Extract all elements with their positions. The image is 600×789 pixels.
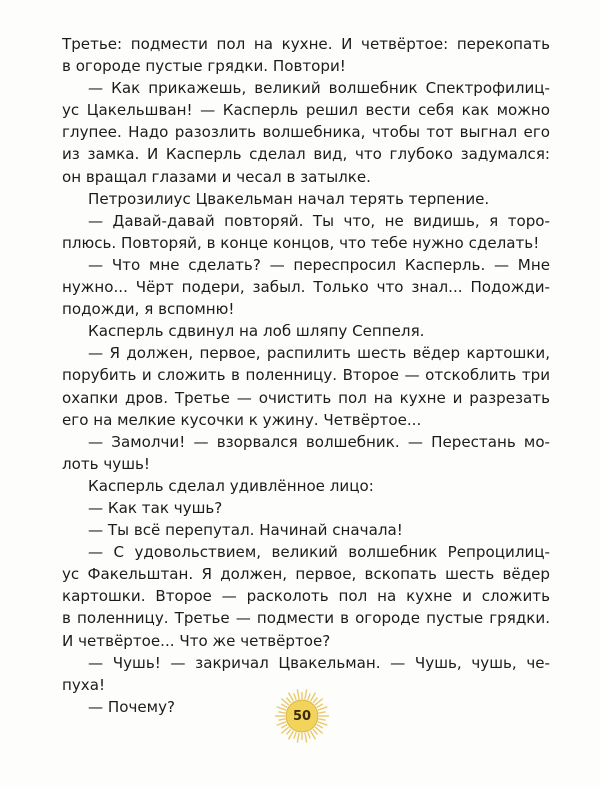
text-line: порубить и сложить в поленницу. Второе — отскоблить три xyxy=(62,366,550,385)
text-line: — Что мне сделать? — переспросил Касперль. — Мне xyxy=(88,255,550,274)
text-line: подожди, я вспомню! xyxy=(62,300,235,319)
text-line: — Давай-давай повторяй. Ты что, не видишь, я торо- xyxy=(88,211,550,230)
text-line: пуха! xyxy=(62,675,106,694)
text-line: И четвёртое... Что же четвёртое? xyxy=(62,631,331,650)
text-line: Петрозилиус Цвакельман начал терять терпение. xyxy=(88,189,490,208)
text-line: картошки. Второе — расколоть пол на кухне и сложить xyxy=(62,587,550,606)
text-line: из замка. И Касперль сделал вид, что глубоко задумался: xyxy=(62,145,550,164)
book-page-text xyxy=(62,33,550,718)
text-line: плюсь. Повторяй, в конце концов, что тебе нужно сделать! xyxy=(62,233,540,252)
page-number-badge xyxy=(271,685,333,747)
text-line: нужно... Чёрт подери, забыл. Только что знал... Подожди- xyxy=(62,278,550,297)
text-line: охапки дров. Третье — очистить пол на кухне и разрезать xyxy=(62,388,550,407)
text-line: ус Факельштан. Я должен, первое, вскопать шесть вёдер xyxy=(62,565,550,584)
text-line: — Ты всё перепутал. Начинай сначала! xyxy=(88,521,403,540)
text-line: — Замолчи! — взорвался волшебник. — Перестань мо- xyxy=(88,432,550,451)
text-line: лоть чушь! xyxy=(62,454,150,473)
text-line: глупее. Надо разозлить волшебника, чтобы тот выгнал его xyxy=(62,123,550,142)
text-line: он вращал глазами и чесал в затылке. xyxy=(62,167,371,186)
text-line: его на мелкие кусочки к ужину. Четвёртое... xyxy=(62,410,422,429)
page-number: 50 xyxy=(292,708,312,724)
text-line: в огороде пустые грядки. Повтори! xyxy=(62,57,346,76)
text-line: — Как так чушь? xyxy=(88,498,223,517)
text-line: Касперль сдвинул на лоб шляпу Сеппеля. xyxy=(88,322,425,341)
text-line: Третье: подмести пол на кухне. И четвёртое: перекопать xyxy=(62,35,550,53)
text-line: — Почему? xyxy=(88,697,176,716)
text-line: в поленницу. Третье — подмести в огороде пустые грядки. xyxy=(62,609,550,628)
text-line: — Чушь! — закричал Цвакельман. — Чушь, чушь, че- xyxy=(88,653,550,672)
text-line: — Я должен, первое, распилить шесть вёдер картошки, xyxy=(88,344,550,363)
text-line: Касперль сделал удивлённое лицо: xyxy=(88,476,374,495)
text-line: — С удовольствием, великий волшебник Репроцилиц- xyxy=(88,543,550,562)
text-line: — Как прикажешь, великий волшебник Спектрофилиц- xyxy=(88,79,550,98)
text-line: ус Цакельшван! — Касперль решил вести себя как можно xyxy=(62,101,550,120)
